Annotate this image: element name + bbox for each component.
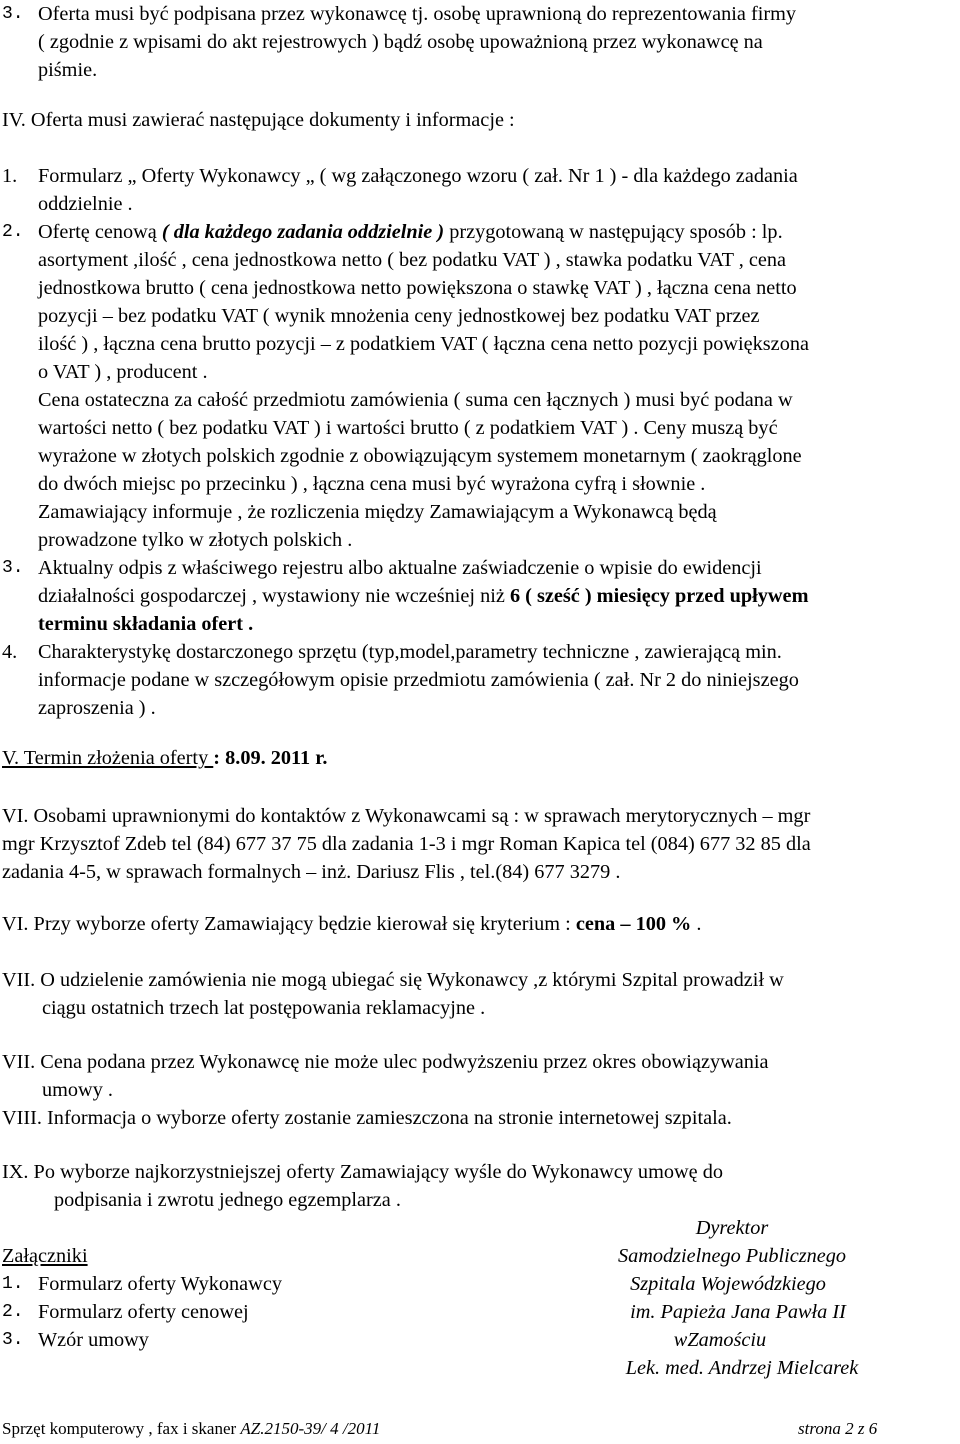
paragraph-line: do dwóch miejsc po przecinku ) , łączna cena musi być wyrażona cyfrą i słownie . [38,473,706,495]
paragraph-line: ciągu ostatnich trzech lat postępowania reklamacyjne . [42,997,486,1019]
signature-line: im. Papieża Jana Pawła II [630,1301,846,1323]
paragraph-line: piśmie. [38,59,98,81]
paragraph-line: wyrażone w złotych polskich zgodnie z obowiązującym systemem monetarnym ( zaokrąglone [38,445,802,467]
footer-left [2,1418,380,1440]
emphasis-text: ( dla każdego zadania oddzielnie ) [161,221,445,243]
attachment-item: Formularz oferty Wykonawcy [38,1273,282,1295]
attachments-heading: Załączniki [2,1245,88,1267]
paragraph-line: ( zgodnie z wpisami do akt rejestrowych ) bądź osobę upoważnioną przez wykonawcę na [38,31,763,53]
signature-line: Dyrektor [695,1217,769,1239]
paragraph-line: o VAT ) , producent . [38,361,208,383]
paragraph-line: IX. Po wyborze najkorzystniejszej oferty Zamawiający wyśle do Wykonawcy umowę do [2,1161,723,1183]
paragraph-line: pozycji – bez podatku VAT ( wynik mnożenia ceny jednostkowej bez podatku VAT przez [38,305,760,327]
paragraph-line: Formularz „ Oferty Wykonawcy „ ( wg załączonego wzoru ( zał. Nr 1 ) - dla każdego zadania [38,165,798,187]
paragraph-line [38,220,783,244]
paragraph-line: jednostkowa brutto ( cena jednostkowa netto powiększona o stawkę VAT ) , łączna cena netto [38,277,797,299]
paragraph-line [38,584,808,608]
criterion-line [2,912,701,936]
paragraph-line: informacje podane w szczegółowym opisie przedmiotu zamówienia ( zał. Nr 2 do niniejszego [38,669,799,691]
attachment-item: Formularz oferty cenowej [38,1301,249,1323]
paragraph-line: zadania 4-5, w sprawach formalnych – inż. Dariusz Flis , tel.(84) 677 3279 . [2,861,621,883]
list-number: 3. [2,4,24,24]
text-span: VI. Przy wyborze oferty Zamawiający będzie kierował się kryterium : [2,913,576,935]
list-number: 2. [2,1302,24,1322]
paragraph-line: podpisania i zwrotu jednego egzemplarza . [54,1189,401,1211]
bold-text: 6 ( sześć ) miesięcy przed upływem [509,585,809,607]
paragraph-line: wartości netto ( bez podatku VAT ) i wartości brutto ( z podatkiem VAT ) . Ceny muszą być [38,417,778,439]
text-span: . [691,913,702,935]
bold-text: terminu składania ofert . [38,613,254,635]
paragraph-line: zaproszenia ) . [38,697,156,719]
paragraph-line: Oferta musi być podpisana przez wykonawcę tj. osobę uprawnioną do reprezentowania firmy [38,3,797,25]
list-number: 3. [2,1330,24,1350]
paragraph-line: asortyment ,ilość , cena jednostkowa netto ( bez podatku VAT ) , stawka podatku VAT , cena [38,249,787,271]
paragraph-line: VIII. Informacja o wyborze oferty zostanie zamieszczona na stronie internetowej szpitala. [2,1107,732,1129]
section-heading: IV. Oferta musi zawierać następujące dokumenty i informacje : [2,109,515,131]
paragraph-line: VII. Cena podana przez Wykonawcę nie może ulec podwyższeniu przez okres obowiązywania [2,1051,769,1073]
paragraph-line: umowy . [42,1079,113,1101]
text-span: przygotowaną w następujący sposób : lp. [449,221,783,243]
criterion-value: cena – 100 % [575,913,692,935]
page-number: strona 2 z 6 [798,1419,878,1438]
paragraph-line: mgr Krzysztof Zdeb tel (84) 677 37 75 dla zadania 1-3 i mgr Roman Kapica tel (084) 677 32 85 dla [2,833,811,855]
footer-reference: AZ.2150-39/ 4 /2011 [240,1419,381,1438]
text-span: Ofertę cenową [38,221,157,243]
footer-title: Sprzęt komputerowy , fax i skaner [2,1419,237,1438]
list-number: 2. [2,222,24,242]
paragraph-line: Cena ostateczna za całość przedmiotu zamówienia ( suma cen łącznych ) musi być podana w [38,389,793,411]
deadline-line [2,746,327,770]
signature-line: wZamościu [673,1329,767,1351]
deadline-value: : 8.09. 2011 r. [213,747,328,769]
list-number: 1. [2,1274,24,1294]
paragraph-line: Charakterystykę dostarczonego sprzętu (typ,model,parametry techniczne , zawierającą min. [38,641,782,663]
paragraph-line: Aktualny odpis z właściwego rejestru albo aktualne zaświadczenie o wpisie do ewidencji [38,557,762,579]
paragraph-line: ilość ) , łączna cena brutto pozycji – z podatkiem VAT ( łączna cena netto pozycji powiększona [38,333,809,355]
paragraph-line: VII. O udzielenie zamówienia nie mogą ubiegać się Wykonawcy ,z którymi Szpital prowadził w [2,969,784,991]
paragraph-line: Zamawiający informuje , że rozliczenia między Zamawiającym a Wykonawcą będą [38,501,717,523]
paragraph-line: VI. Osobami uprawnionymi do kontaktów z Wykonawcami są : w sprawach merytorycznych – mgr [2,805,811,827]
signature-line: Szpitala Wojewódzkiego [630,1273,826,1295]
paragraph-line: prowadzone tylko w złotych polskich . [38,529,353,551]
signature-line: Lek. med. Andrzej Mielcarek [625,1357,859,1379]
list-number: 1. [2,165,18,187]
paragraph-line: oddzielnie . [38,193,133,215]
text-span: działalności gospodarczej , wystawiony nie wcześniej niż [38,585,505,607]
list-number: 4. [2,641,18,663]
signature-line: Samodzielnego Publicznego [617,1245,847,1267]
list-number: 3. [2,558,24,578]
footer-page [798,1418,877,1440]
deadline-label: V. Termin złożenia oferty [2,747,214,769]
attachment-item: Wzór umowy [38,1329,149,1351]
